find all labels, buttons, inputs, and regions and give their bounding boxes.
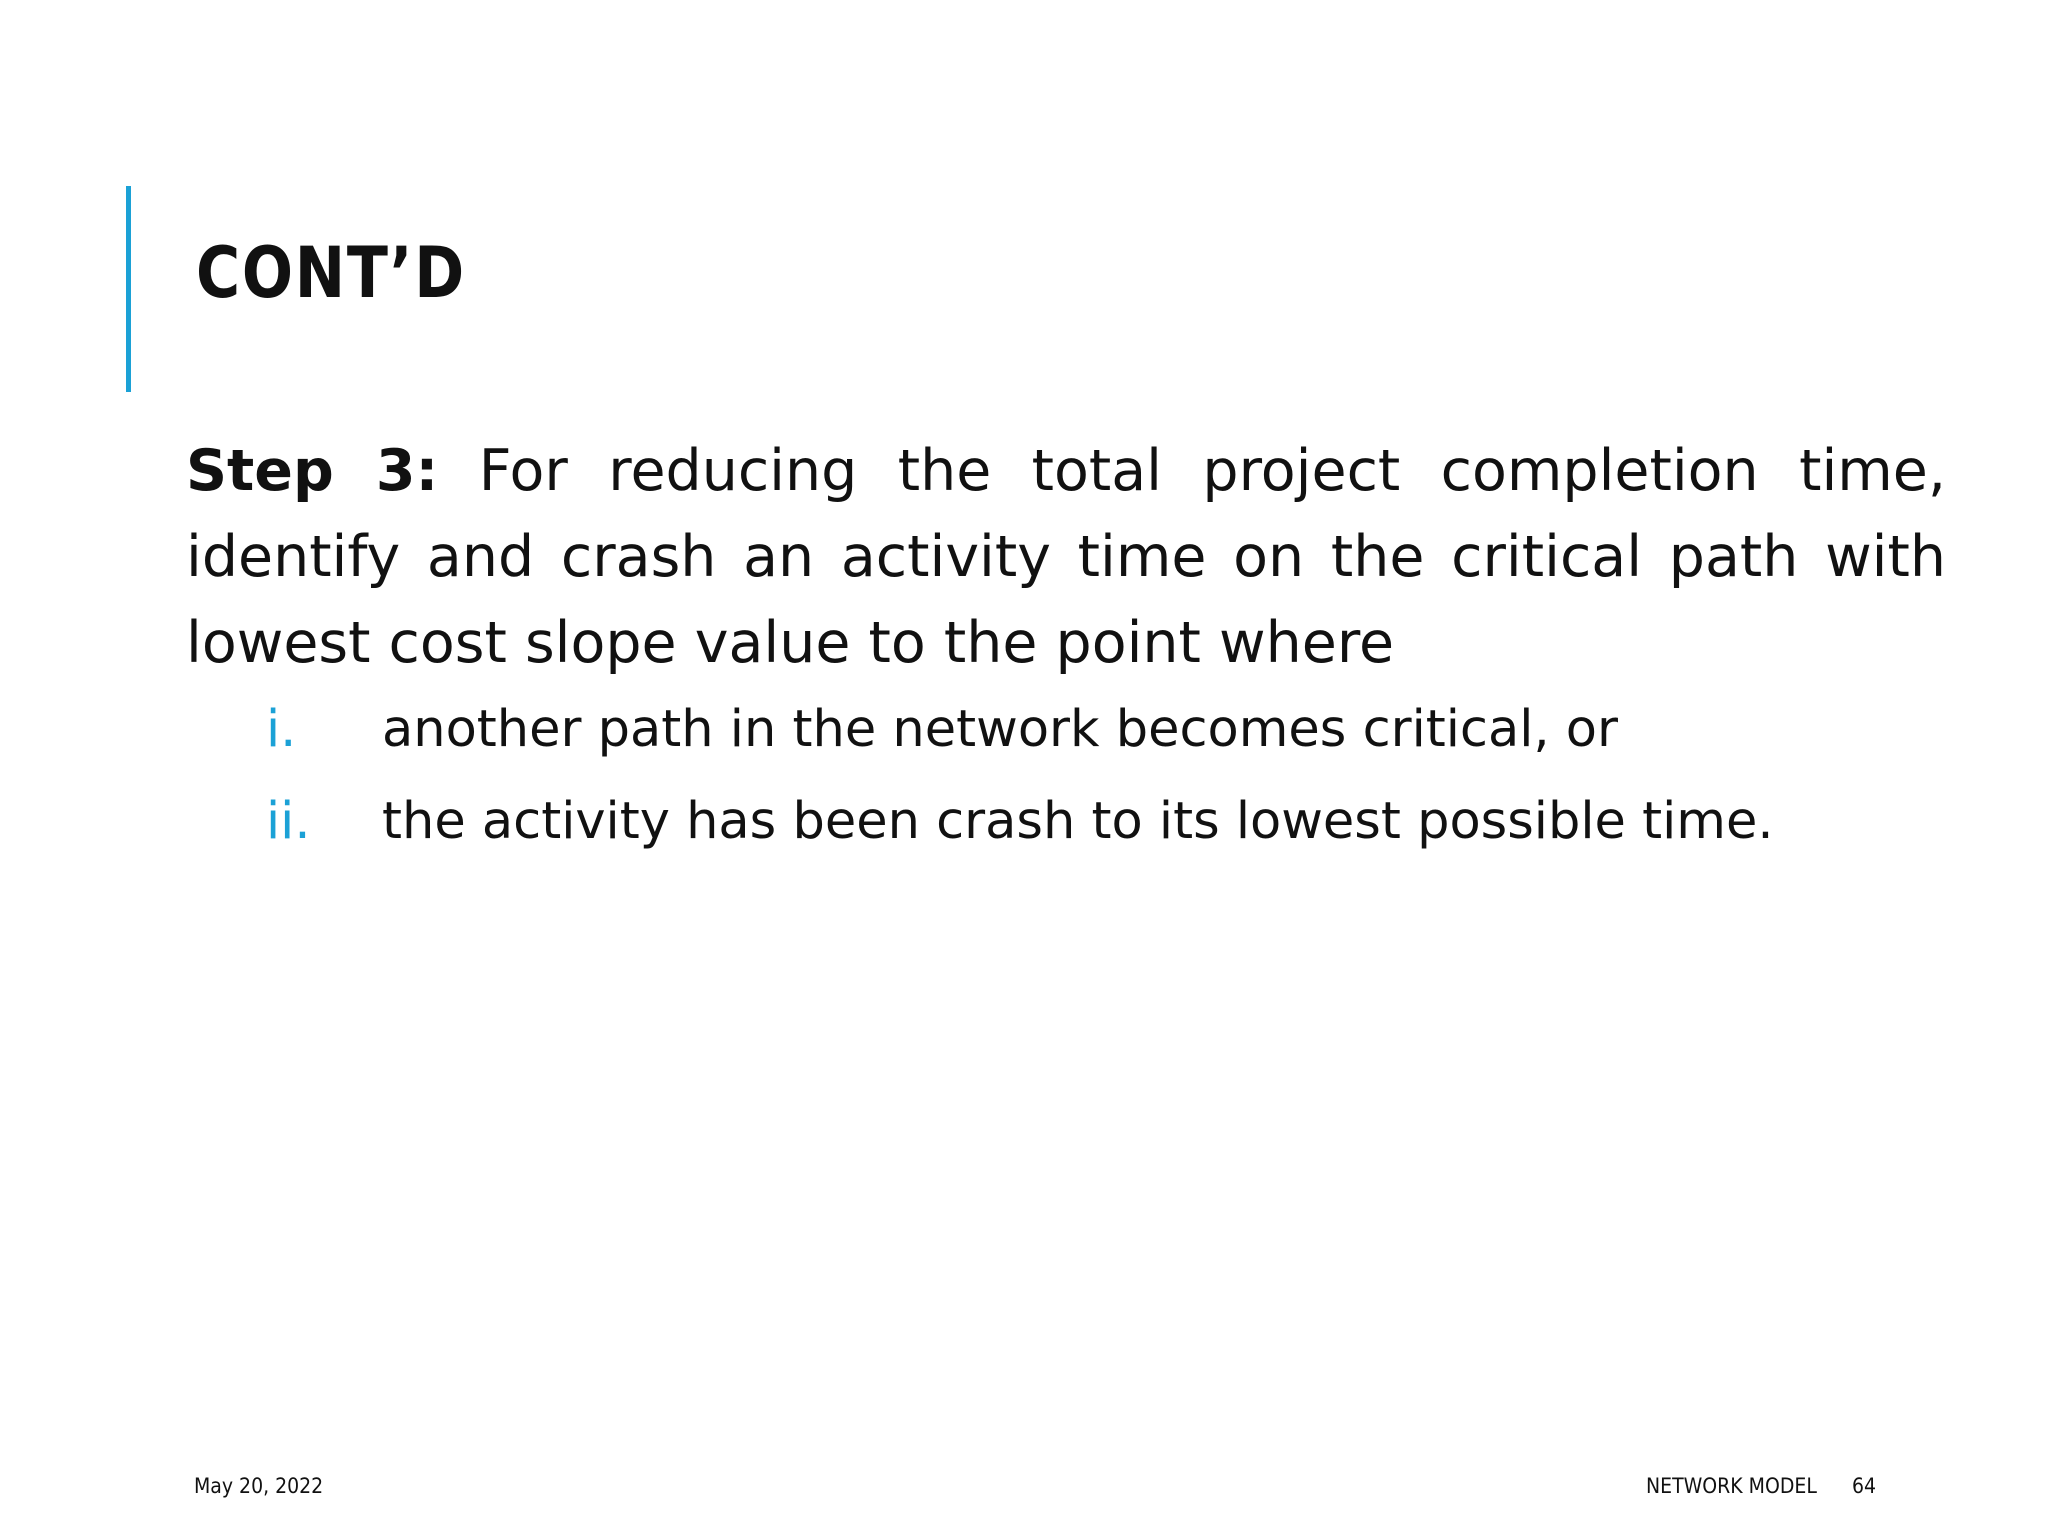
title-accent-bar: [126, 186, 131, 392]
list-item: [266, 694, 1966, 786]
step-label: Step 3:: [186, 438, 439, 504]
footer-date: May 20, 2022: [194, 1474, 324, 1498]
step-paragraph: [186, 428, 1946, 686]
footer-title: NETWORK MODEL: [1646, 1474, 1817, 1498]
list-marker: ii.: [266, 792, 311, 851]
list-marker: i.: [266, 700, 297, 759]
list-item-text: another path in the network becomes critical, or: [382, 700, 1618, 759]
condition-list: [266, 694, 1966, 878]
list-item: [266, 786, 1966, 878]
step-text: For reducing the total project completion time, identify and crash an activity time on the critical path with lowest cost slope value to the point where: [186, 438, 1946, 676]
footer-page-number: 64: [1852, 1474, 1877, 1498]
list-item-text: the activity has been crash to its lowest possible time.: [382, 792, 1774, 851]
slide-title: CONT’D: [196, 232, 466, 314]
